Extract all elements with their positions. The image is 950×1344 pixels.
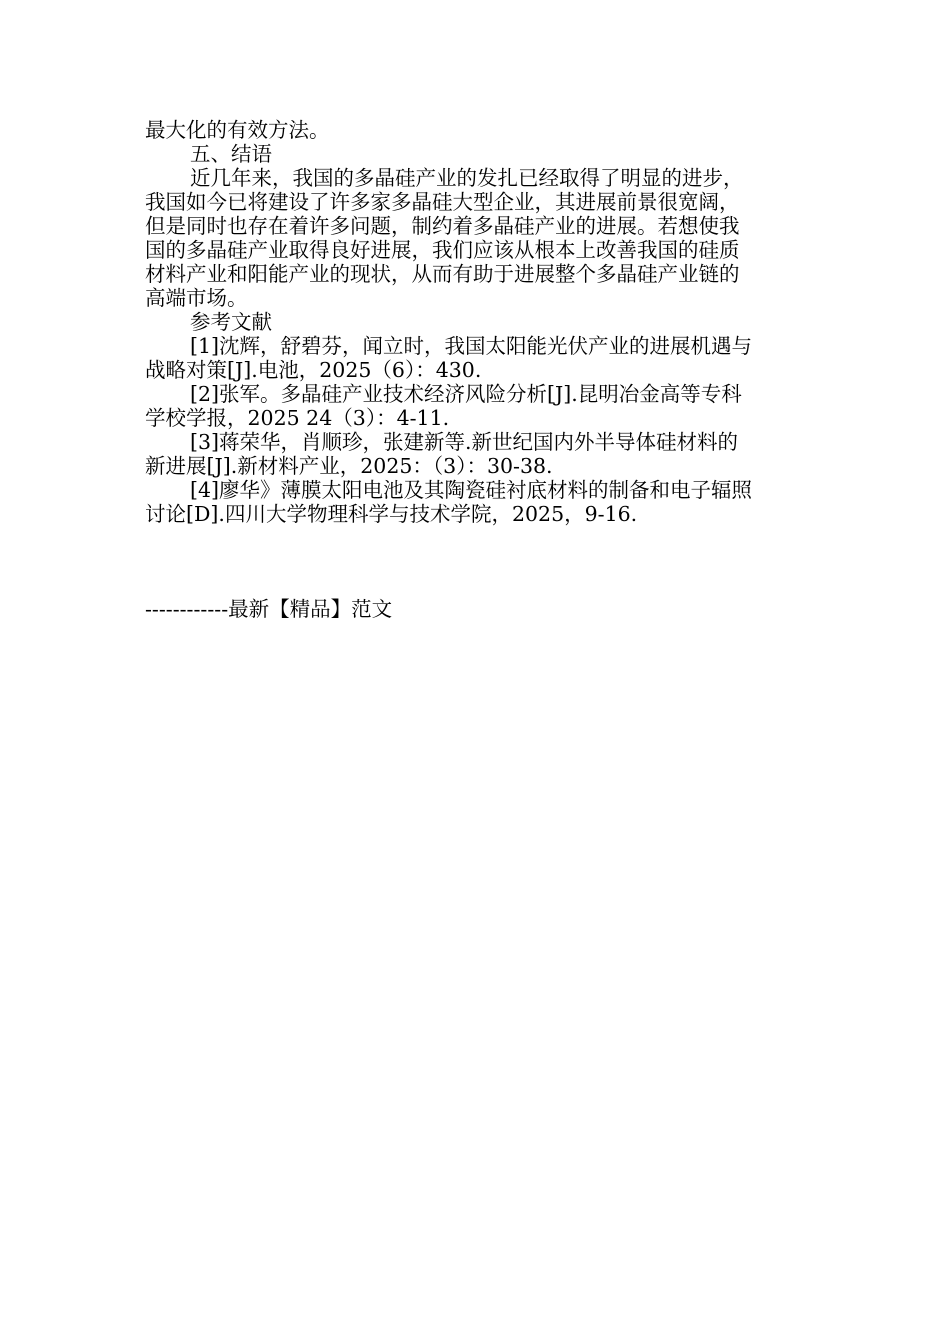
reference-item <box>145 430 810 478</box>
paragraph-line: 国的多晶硅产业取得良好进展，我们应该从根本上改善我国的硅质 <box>145 238 740 262</box>
conclusion-paragraph <box>145 166 810 310</box>
reference-line: [3]蒋荣华，肖顺珍，张建新等.新世纪国内外半导体硅材料的 <box>190 430 739 454</box>
paragraph-line: 近几年来，我国的多晶硅产业的发扎已经取得了明显的进步， <box>190 166 744 190</box>
section-heading: 五、结语 <box>190 142 272 166</box>
reference-item <box>145 478 810 526</box>
reference-line: [2]张军。多晶硅产业技术经济风险分析[J].昆明冶金高等专科 <box>190 382 742 406</box>
reference-line: 讨论[D].四川大学物理科学与技术学院，2025，9-16. <box>145 502 638 526</box>
reference-line: 新进展[J].新材料产业，2025：（3）：30-38. <box>145 454 553 478</box>
reference-line: [1]沈辉，舒碧芬，闻立时，我国太阳能光伏产业的进展机遇与 <box>190 334 753 358</box>
paragraph-line: 我国如今已将建设了许多家多晶硅大型企业，其进展前景很宽阔， <box>145 190 740 214</box>
paragraph-continuation: 最大化的有效方法。 <box>145 118 330 142</box>
references-heading: 参考文献 <box>190 310 272 334</box>
footer-text: ------------最新【精品】范文 <box>145 597 393 621</box>
paragraph-line: 高端市场。 <box>145 286 248 310</box>
paragraph-line: 材料产业和阳能产业的现状，从而有助于进展整个多晶硅产业链的 <box>145 262 740 286</box>
reference-item <box>145 334 810 382</box>
reference-item <box>145 382 810 430</box>
reference-line: [4]廖华》薄膜太阳电池及其陶瓷硅衬底材料的制备和电子辐照 <box>190 478 753 502</box>
reference-line: 学校学报，2025 24（3）：4-11. <box>145 406 450 430</box>
document-body <box>145 118 810 526</box>
paragraph-line: 但是同时也存在着许多问题，制约着多晶硅产业的进展。若想使我 <box>145 214 740 238</box>
reference-line: 战略对策[J].电池，2025（6）：430. <box>145 358 482 382</box>
reference-list <box>145 334 810 526</box>
